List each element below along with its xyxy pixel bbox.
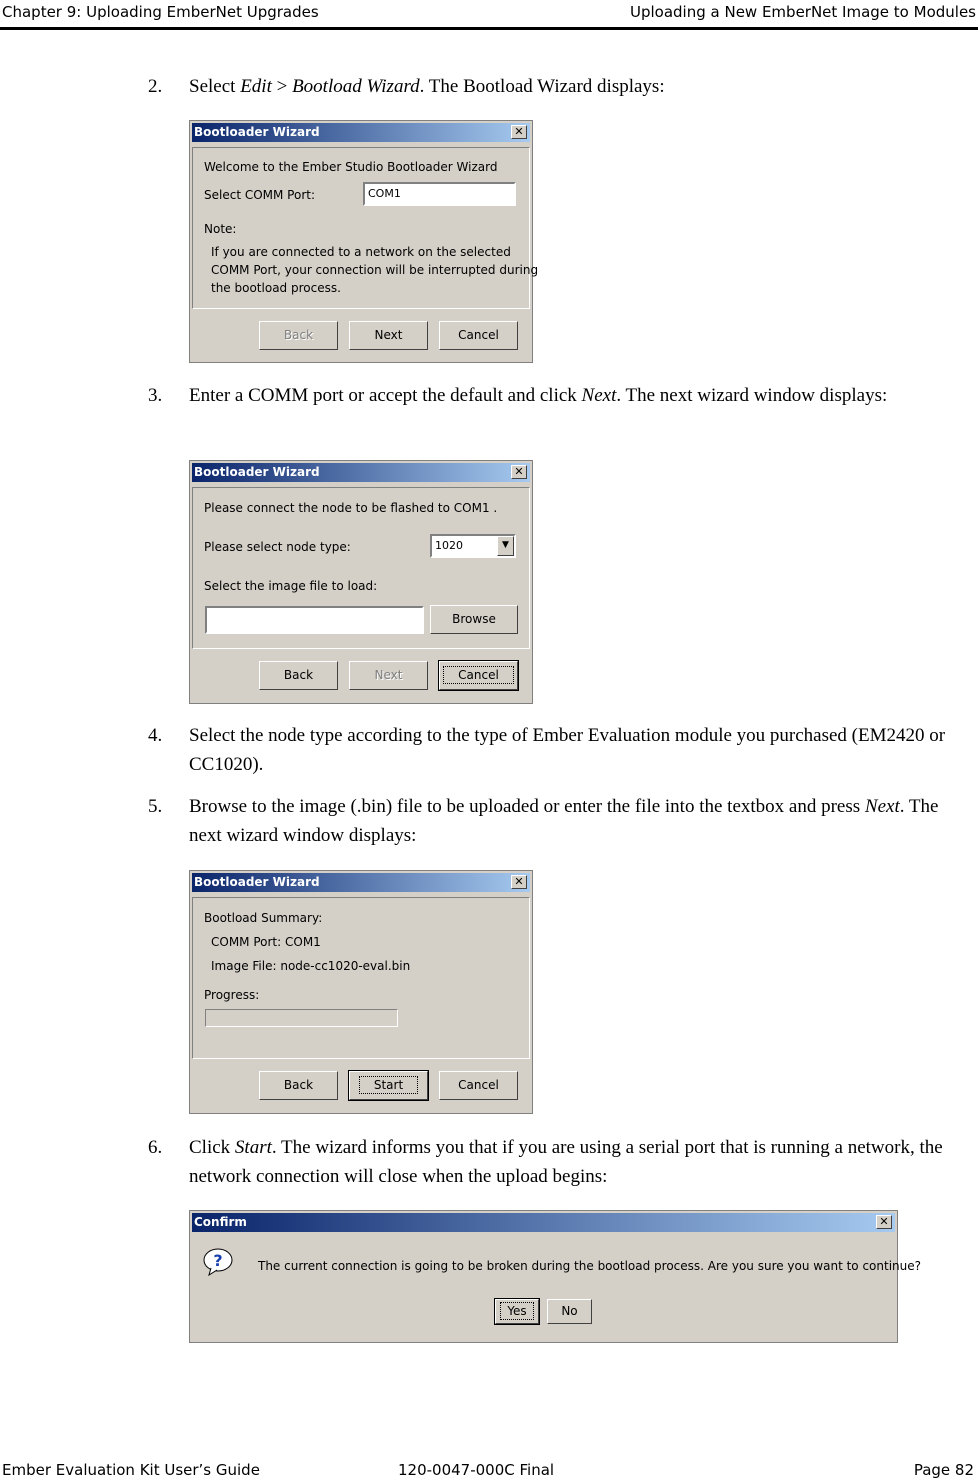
node-type-label: Please select node type: — [204, 540, 351, 554]
summary-label: Bootload Summary: — [204, 911, 323, 925]
close-icon: ✕ — [514, 125, 524, 138]
cancel-button[interactable]: Cancel — [439, 321, 518, 350]
note-line-3: the bootload process. — [211, 281, 341, 295]
back-button[interactable]: Back — [259, 321, 338, 350]
bootloader-wizard-dialog-node — [189, 460, 533, 704]
no-button[interactable]: No — [547, 1299, 592, 1324]
progress-bar — [205, 1009, 398, 1027]
bootloader-wizard-dialog-summary — [189, 870, 533, 1114]
connect-message: Please connect the node to be flashed to COM1 . — [204, 501, 498, 515]
title-bar: Bootloader Wizard ✕ — [192, 463, 530, 482]
node-type-select[interactable]: 1020 ▼ — [430, 534, 516, 558]
note-label: Note: — [204, 222, 237, 236]
close-icon: ✕ — [879, 1215, 889, 1228]
close-icon: ✕ — [514, 465, 524, 478]
page-number: Page 82 — [913, 1461, 974, 1479]
chevron-down-icon[interactable]: ▼ — [497, 536, 514, 556]
image-file-input[interactable] — [205, 606, 424, 634]
chapter-title: Chapter 9: Uploading EmberNet Upgrades — [2, 3, 319, 21]
next-button[interactable]: Next — [349, 321, 428, 350]
close-icon: ✕ — [514, 875, 524, 888]
browse-button[interactable]: Browse — [430, 605, 518, 634]
note-line-1: If you are connected to a network on the selected — [211, 245, 511, 259]
close-button[interactable] — [511, 125, 527, 139]
note-line-2: COMM Port, your connection will be interrupted during — [211, 263, 539, 277]
summary-image-file: Image File: node-cc1020-eval.bin — [211, 959, 411, 973]
next-button[interactable]: Next — [349, 661, 428, 690]
progress-label: Progress: — [204, 988, 260, 1002]
document-number: 120-0047-000C Final — [398, 1461, 555, 1479]
cancel-button[interactable]: Cancel — [439, 661, 518, 690]
close-button[interactable] — [876, 1215, 892, 1229]
question-icon — [202, 1247, 234, 1277]
section-title: Uploading a New EmberNet Image to Modules — [629, 3, 976, 21]
welcome-text: Welcome to the Ember Studio Bootloader Wizard — [204, 160, 498, 174]
image-file-label: Select the image file to load: — [204, 579, 378, 593]
document-title: Ember Evaluation Kit User’s Guide — [2, 1461, 260, 1479]
comm-port-label: Select COMM Port: — [204, 188, 316, 202]
back-button[interactable]: Back — [259, 661, 338, 690]
cancel-button[interactable]: Cancel — [439, 1071, 518, 1100]
start-button[interactable]: Start — [349, 1071, 428, 1100]
title-bar: Bootloader Wizard ✕ — [192, 123, 530, 142]
title-bar: Bootloader Wizard ✕ — [192, 873, 530, 892]
yes-button[interactable]: Yes — [495, 1299, 539, 1324]
comm-port-input[interactable]: COM1 — [363, 182, 516, 206]
bootloader-wizard-dialog-welcome — [189, 120, 539, 363]
summary-comm-port: COMM Port: COM1 — [211, 935, 321, 949]
confirm-dialog — [189, 1210, 921, 1343]
title-bar: Confirm ✕ — [192, 1213, 895, 1232]
back-button[interactable]: Back — [259, 1071, 338, 1100]
page-header — [0, 0, 978, 30]
close-button[interactable] — [511, 465, 527, 479]
svg-text:?: ? — [213, 1251, 223, 1270]
close-button[interactable] — [511, 875, 527, 889]
confirm-message: The current connection is going to be broken during the bootload process. Are you sure you want to continue? — [258, 1259, 921, 1273]
